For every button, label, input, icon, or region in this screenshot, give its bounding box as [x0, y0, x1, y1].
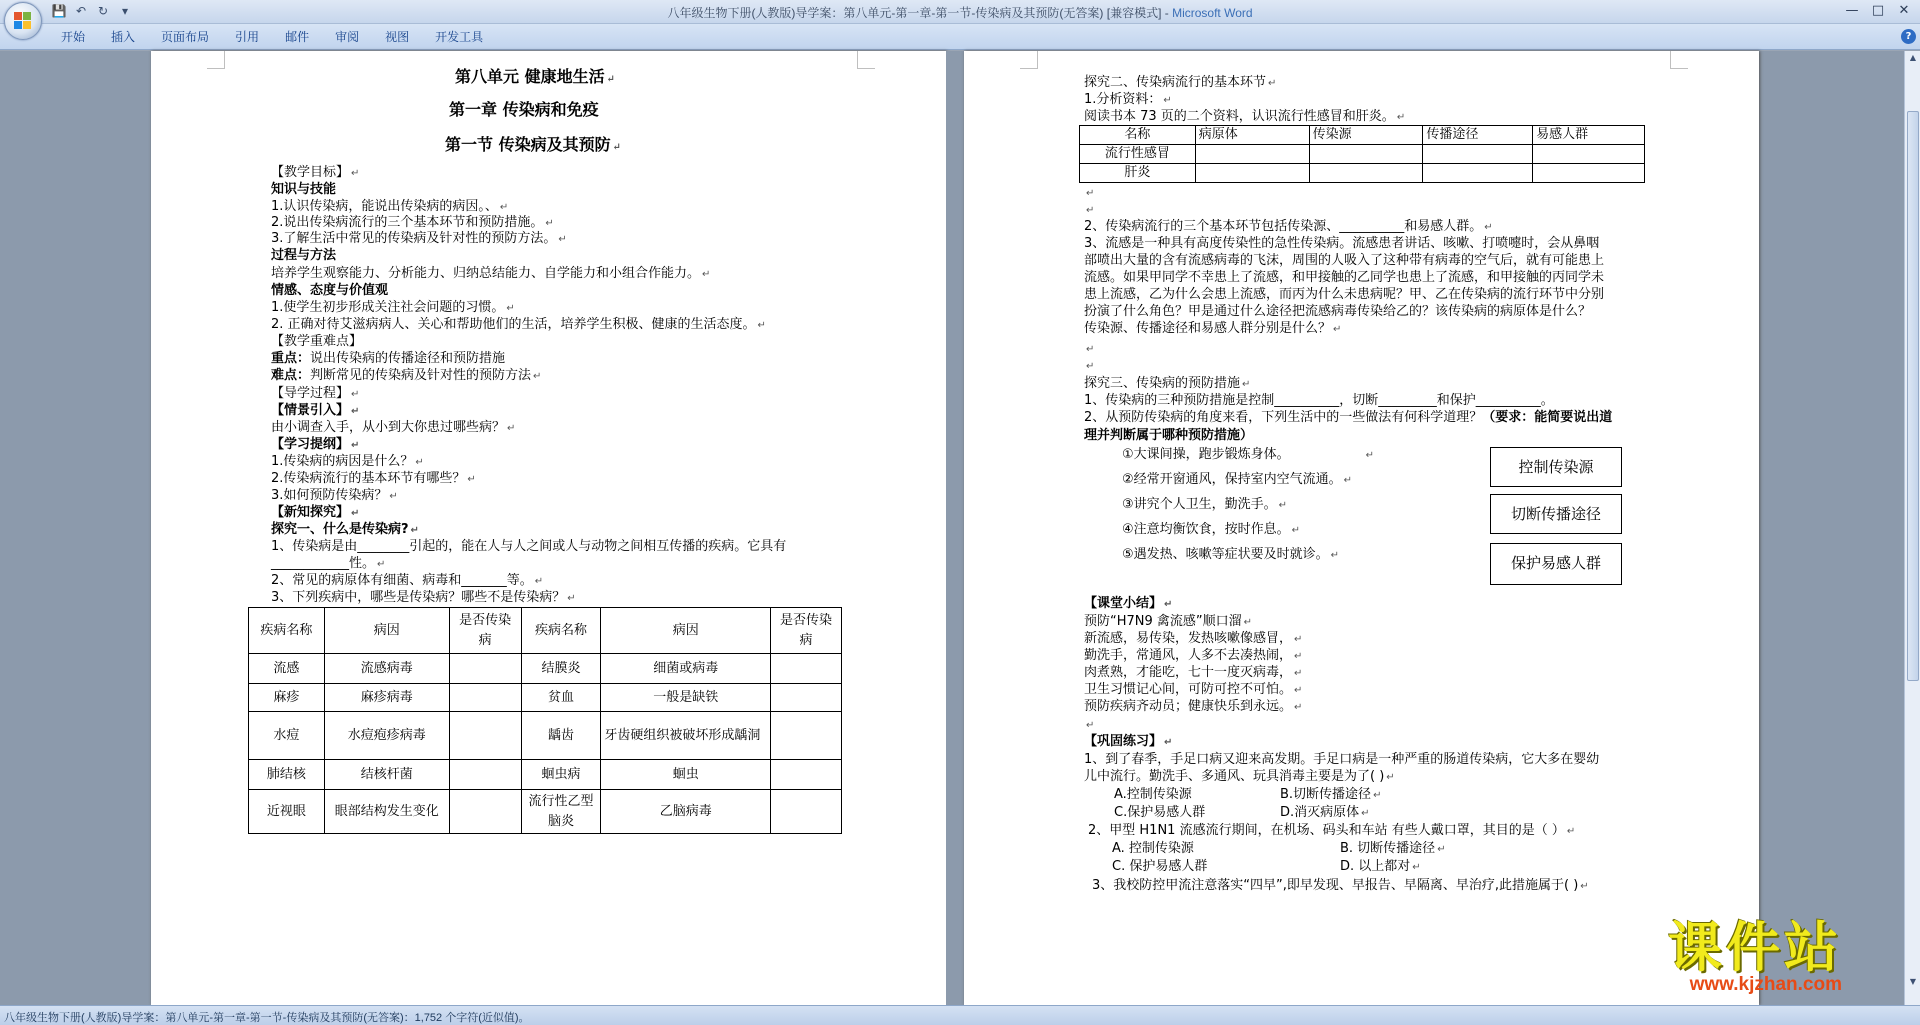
status-bar — [0, 1005, 1920, 1025]
option-c: C. 保护易感人群 — [1112, 859, 1208, 874]
text-line: 2.说出传染病流行的三个基本环节和预防措施。 ↵ — [271, 215, 554, 230]
text-line: 难点：判断常见的传染病及针对性的预防方法 ↵ — [271, 368, 542, 383]
table-cell: 细菌或病毒 — [601, 654, 771, 684]
help-icon[interactable]: ? — [1901, 29, 1916, 44]
table-cell[interactable] — [449, 790, 521, 834]
table-cell: 近视眼 — [249, 790, 325, 834]
table-cell: 水痘疱疹病毒 — [324, 712, 449, 760]
text-line: 理并判断属于哪种预防措施） — [1084, 428, 1254, 443]
disease-table — [248, 607, 842, 834]
table-cell[interactable] — [771, 760, 842, 790]
table-cell: 流行性感冒 — [1080, 145, 1196, 164]
text-line: 探究三、传染病的预防措施 ↵ — [1084, 376, 1251, 391]
table-cell: 贫血 — [521, 684, 601, 712]
table-header-cell: 是否传染病 — [771, 608, 842, 654]
table-cell[interactable] — [449, 684, 521, 712]
table-row — [249, 790, 842, 834]
text-line: 扮演了什么角色？甲是通过什么途径把流感病毒传染给乙的？该传染病的病原体是什么？ — [1084, 304, 1592, 319]
option-b: B.切断传播途径 ↵ — [1280, 787, 1382, 802]
table-cell: 结核杆菌 — [324, 760, 449, 790]
unit-title: 第八单元 健康地生活 ↵ — [455, 67, 615, 86]
close-button[interactable]: ✕ — [1898, 3, 1910, 18]
document-page-1[interactable] — [151, 51, 946, 1005]
minimize-button[interactable]: — — [1845, 3, 1859, 18]
watermark — [1668, 918, 1842, 996]
text-line: 由小调查入手，从小到大你患过哪些病？ ↵ — [271, 420, 516, 435]
text-line: 【情景引入】 ↵ — [271, 403, 360, 418]
table-cell: 牙齿硬组织被破坏形成龋洞 — [601, 712, 771, 760]
text-line: 2、传染病流行的三个基本环节包括传染源、__________和易感人群。 ↵ — [1084, 219, 1493, 234]
text-line: 3、下列疾病中，哪些是传染病？哪些不是传染病？ ↵ — [271, 590, 576, 605]
tab-developer[interactable]: 开发工具 — [435, 30, 484, 44]
list-item: ③讲究个人卫生，勤洗手。 ↵ — [1122, 497, 1288, 512]
tab-review[interactable]: 审阅 — [335, 30, 360, 44]
table-header-cell: 病原体 — [1195, 126, 1309, 145]
poem-line: 预防“H7N9 禽流感”顺口溜 ↵ — [1084, 614, 1253, 629]
empty-paragraph: ↵ — [1086, 344, 1095, 355]
text-line: 流感。如果甲同学不幸患上了流感，和甲接触的乙同学也患上了流感，和甲接触的丙同学未 — [1084, 270, 1605, 285]
text-line: 【教学目标】 ↵ — [271, 165, 360, 180]
table-cell[interactable] — [1423, 145, 1533, 164]
table-row — [249, 712, 842, 760]
table-cell[interactable] — [771, 654, 842, 684]
table-cell: 肺结核 — [249, 760, 325, 790]
question-line: 儿中流行。勤洗手、多通风、玩具消毒主要是为了( ) ↵ — [1084, 769, 1395, 784]
table-cell: 肝炎 — [1080, 164, 1196, 183]
table-cell: 龋齿 — [521, 712, 601, 760]
scroll-up-icon[interactable]: ▲ — [1909, 53, 1917, 62]
table-header-cell: 疾病名称 — [249, 608, 325, 654]
table-row — [249, 654, 842, 684]
text-line: 1.传染病的病因是什么？ ↵ — [271, 454, 424, 469]
heading-process: 过程与方法 — [271, 248, 337, 263]
text-line: 【巩固练习】 ↵ — [1084, 734, 1173, 749]
table-cell: 流感病毒 — [324, 654, 449, 684]
table-row — [249, 760, 842, 790]
list-item: ⑤遇发热、咳嗽等症状要及时就诊。 ↵ — [1122, 547, 1340, 562]
table-header-cell: 易感人群 — [1533, 126, 1645, 145]
customize-qat-icon[interactable]: ▾ — [121, 4, 129, 18]
table-cell: 麻疹 — [249, 684, 325, 712]
text-line: 【导学过程】 ↵ — [271, 386, 360, 401]
box-protect-susceptible: 保护易感人群 — [1490, 543, 1622, 585]
empty-paragraph: ↵ — [1086, 188, 1095, 199]
text-line: 部喷出大量的含有流感病毒的飞沫，周围的人吸入了这种带有病毒的空气后，就有可能患上 — [1084, 253, 1605, 268]
option-c: C.保护易感人群 — [1114, 805, 1206, 820]
table-cell: 结膜炎 — [521, 654, 601, 684]
heading-knowledge: 知识与技能 — [271, 182, 337, 197]
text-line: 3.了解生活中常见的传染病及针对性的预防方法。 ↵ — [271, 231, 567, 246]
table-cell: 蛔虫 — [601, 760, 771, 790]
text-line: 【学习提纲】 ↵ — [271, 437, 360, 452]
empty-paragraph: ↵ — [1086, 205, 1095, 216]
app-name: Microsoft Word — [1172, 6, 1253, 20]
table-cell[interactable] — [1423, 164, 1533, 183]
poem-line: 新流感，易传染，发热咳嗽像感冒， ↵ — [1084, 631, 1303, 646]
scroll-thumb[interactable] — [1907, 111, 1919, 681]
page-separator — [946, 51, 964, 1005]
tab-insert[interactable]: 插入 — [111, 30, 136, 44]
undo-icon[interactable]: ↶ — [75, 4, 87, 18]
question-line: 1、到了春季，手足口病又迎来高发期。手足口病是一种严重的肠道传染病，它大多在婴幼 — [1084, 752, 1600, 767]
table-row — [249, 684, 842, 712]
table-cell: 麻疹病毒 — [324, 684, 449, 712]
table-header-row — [1080, 126, 1645, 145]
text-line: 【课堂小结】 ↵ — [1084, 596, 1173, 611]
watermark-title: 课件站 — [1668, 916, 1842, 979]
table-header-cell: 传播途径 — [1423, 126, 1533, 145]
text-line: 1.分析资料： ↵ — [1084, 92, 1172, 107]
maximize-button[interactable]: □ — [1871, 3, 1885, 18]
tab-page-layout[interactable]: 页面布局 — [161, 30, 210, 44]
text-line: 3.如何预防传染病？ ↵ — [271, 488, 398, 503]
table-header-cell: 传染源 — [1309, 126, 1423, 145]
text-line: 传染源、传播途径和易感人群分别是什么？ ↵ — [1084, 321, 1342, 336]
text-line: 2. 正确对待艾滋病病人、关心和帮助他们的生活，培养学生积极、健康的生活态度。 ↵ — [271, 317, 766, 332]
option-d: D. 以上都对 ↵ — [1340, 859, 1421, 874]
text-line: 培养学生观察能力、分析能力、归纳总结能力、自学能力和小组合作能力。 ↵ — [271, 266, 711, 281]
table-cell: 流感 — [249, 654, 325, 684]
table-header-cell: 名称 — [1080, 126, 1196, 145]
table-cell: 蛔虫病 — [521, 760, 601, 790]
text-line: 1、传染病是由________引起的，能在人与人之间或人与动物之间相互传播的疾病。它具有 — [271, 539, 787, 554]
tab-references[interactable]: 引用 — [235, 30, 260, 44]
table-cell: 乙脑病毒 — [601, 790, 771, 834]
box-control-source: 控制传染源 — [1490, 447, 1622, 487]
text-line: 2、从预防传染病的角度来看，下列生活中的一些做法有何科学道理？（要求：能简要说出道 — [1084, 410, 1613, 425]
table-cell[interactable] — [449, 712, 521, 760]
text-line: 2.传染病流行的基本环节有哪些？ ↵ — [271, 471, 476, 486]
list-item: ②经常开窗通风，保持室内空气流通。 ↵ — [1122, 472, 1353, 487]
tab-home[interactable]: 开始 — [61, 30, 86, 44]
tab-mailings[interactable]: 邮件 — [285, 30, 310, 44]
table-header-row — [249, 608, 842, 654]
table-header-cell: 疾病名称 — [521, 608, 601, 654]
text-line: 3、流感是一种具有高度传染性的急性传染病。流感患者讲话、咳嗽、打喷嚏时，会从鼻咽 — [1084, 236, 1600, 251]
table-cell[interactable] — [1309, 145, 1423, 164]
vertical-scrollbar[interactable] — [1904, 51, 1920, 1005]
text-line: 探究一、什么是传染病? ↵ — [271, 522, 419, 537]
chapter-title: 第一章 传染病和免疫 — [449, 100, 599, 119]
poem-line: 肉煮熟，才能吃，七十一度灭病毒， ↵ — [1084, 665, 1303, 680]
status-text: 八年级生物下册(人教版)导学案：第八单元-第一章-第一节-传染病及其预防(无答案)：1,752 个字符(近似值)。 — [4, 1012, 530, 1024]
save-icon[interactable]: 💾 — [51, 4, 67, 18]
poem-line: 卫生习惯记心间，可防可控不可怕。 ↵ — [1084, 682, 1303, 697]
crop-mark — [1670, 51, 1688, 69]
table-cell[interactable] — [1195, 145, 1309, 164]
section-title: 第一节 传染病及其预防 ↵ — [445, 135, 621, 154]
office-logo-icon — [14, 12, 32, 30]
option-a: A. 控制传染源 — [1112, 841, 1194, 856]
text-line: 阅读书本 73 页的二个资料，认识流行性感冒和肝炎。 ↵ — [1084, 109, 1406, 124]
table-cell: 眼部结构发生变化 — [324, 790, 449, 834]
document-page-2[interactable] — [964, 51, 1759, 1005]
table-cell: 流行性乙型脑炎 — [521, 790, 601, 834]
ribbon-tabs — [48, 29, 496, 45]
option-b: B. 切断传播途径 ↵ — [1340, 841, 1446, 856]
table-cell[interactable] — [771, 712, 842, 760]
list-item: ①大课间操，跑步锻炼身体。 ↵ — [1122, 447, 1375, 462]
redo-icon[interactable]: ↻ — [97, 4, 109, 18]
table-cell[interactable] — [1309, 164, 1423, 183]
text-line: 【新知探究】 ↵ — [271, 505, 360, 520]
crop-mark — [1020, 51, 1038, 69]
window-title: 八年级生物下册(人教版)导学案：第八单元-第一章-第一节-传染病及其预防(无答案) [兼容模式] - Microsoft Word — [667, 6, 1253, 20]
table-cell[interactable] — [1533, 164, 1645, 183]
pathogen-table — [1079, 125, 1645, 183]
table-row — [1080, 164, 1645, 183]
text-line: 1.认识传染病，能说出传染病的病因。、 ↵ — [271, 199, 509, 214]
text-line: 1、传染病的三种预防措施是控制__________，切断_________和保护__________。 — [1084, 393, 1554, 408]
question-line: 2、甲型 H1N1 流感流行期间，在机场、码头和车站 有些人戴口罩，其目的是（ ） ↵ — [1088, 823, 1576, 838]
document-title: 八年级生物下册(人教版)导学案：第八单元-第一章-第一节-传染病及其预防(无答案) [兼容模式] — [667, 6, 1162, 20]
document-workspace — [0, 51, 1904, 1005]
table-cell[interactable] — [449, 654, 521, 684]
table-cell: 一般是缺铁 — [601, 684, 771, 712]
table-cell[interactable] — [1195, 164, 1309, 183]
table-cell[interactable] — [771, 684, 842, 712]
heading-attitude: 情感、态度与价值观 — [271, 283, 389, 298]
text-line: 患上流感，乙为什么会患上流感，而丙为什么未患病呢？甲、乙在传染病的流行环节中分别 — [1084, 287, 1605, 302]
scroll-down-icon[interactable]: ▼ — [1909, 977, 1917, 986]
window-controls — [1840, 1, 1916, 20]
text-line: ____________性。 ↵ — [271, 556, 386, 571]
office-button[interactable] — [4, 2, 42, 40]
title-bar — [0, 0, 1920, 24]
option-d: D.消灭病原体 ↵ — [1280, 805, 1370, 820]
text-line: 【教学重难点】 — [271, 334, 363, 349]
empty-paragraph: ↵ — [1086, 361, 1095, 372]
table-header-cell: 病因 — [601, 608, 771, 654]
crop-mark — [857, 51, 875, 69]
table-cell[interactable] — [771, 790, 842, 834]
watermark-url: www.kjzhan.com — [1689, 974, 1842, 995]
table-header-cell: 是否传染病 — [449, 608, 521, 654]
text-line: 1.使学生初步形成关注社会问题的习惯。 ↵ — [271, 300, 515, 315]
crop-mark — [207, 51, 225, 69]
tab-view[interactable]: 视图 — [385, 30, 410, 44]
text-line: 2、常见的病原体有细菌、病毒和_______等。 ↵ — [271, 573, 544, 588]
table-cell: 水痘 — [249, 712, 325, 760]
list-item: ④注意均衡饮食，按时作息。 ↵ — [1122, 522, 1301, 537]
text-line: 重点：说出传染病的传播途径和预防措施 — [271, 351, 506, 366]
text-line: 探究二、传染病流行的基本环节 ↵ — [1084, 75, 1277, 90]
table-row — [1080, 145, 1645, 164]
poem-line: 勤洗手，常通风，人多不去凑热闹， ↵ — [1084, 648, 1303, 663]
empty-paragraph: ↵ — [1086, 720, 1095, 731]
question-line: 3、我校防控甲流注意落实“四早”,即早发现、早报告、早隔离、早治疗,此措施属于( ) ↵ — [1092, 878, 1589, 893]
ribbon — [0, 24, 1920, 50]
option-a: A.控制传染源 — [1114, 787, 1192, 802]
table-header-cell: 病因 — [324, 608, 449, 654]
table-cell[interactable] — [449, 760, 521, 790]
poem-line: 预防疾病齐动员；健康快乐到永远。 ↵ — [1084, 699, 1303, 714]
table-cell[interactable] — [1533, 145, 1645, 164]
box-cut-transmission: 切断传播途径 — [1490, 494, 1622, 534]
